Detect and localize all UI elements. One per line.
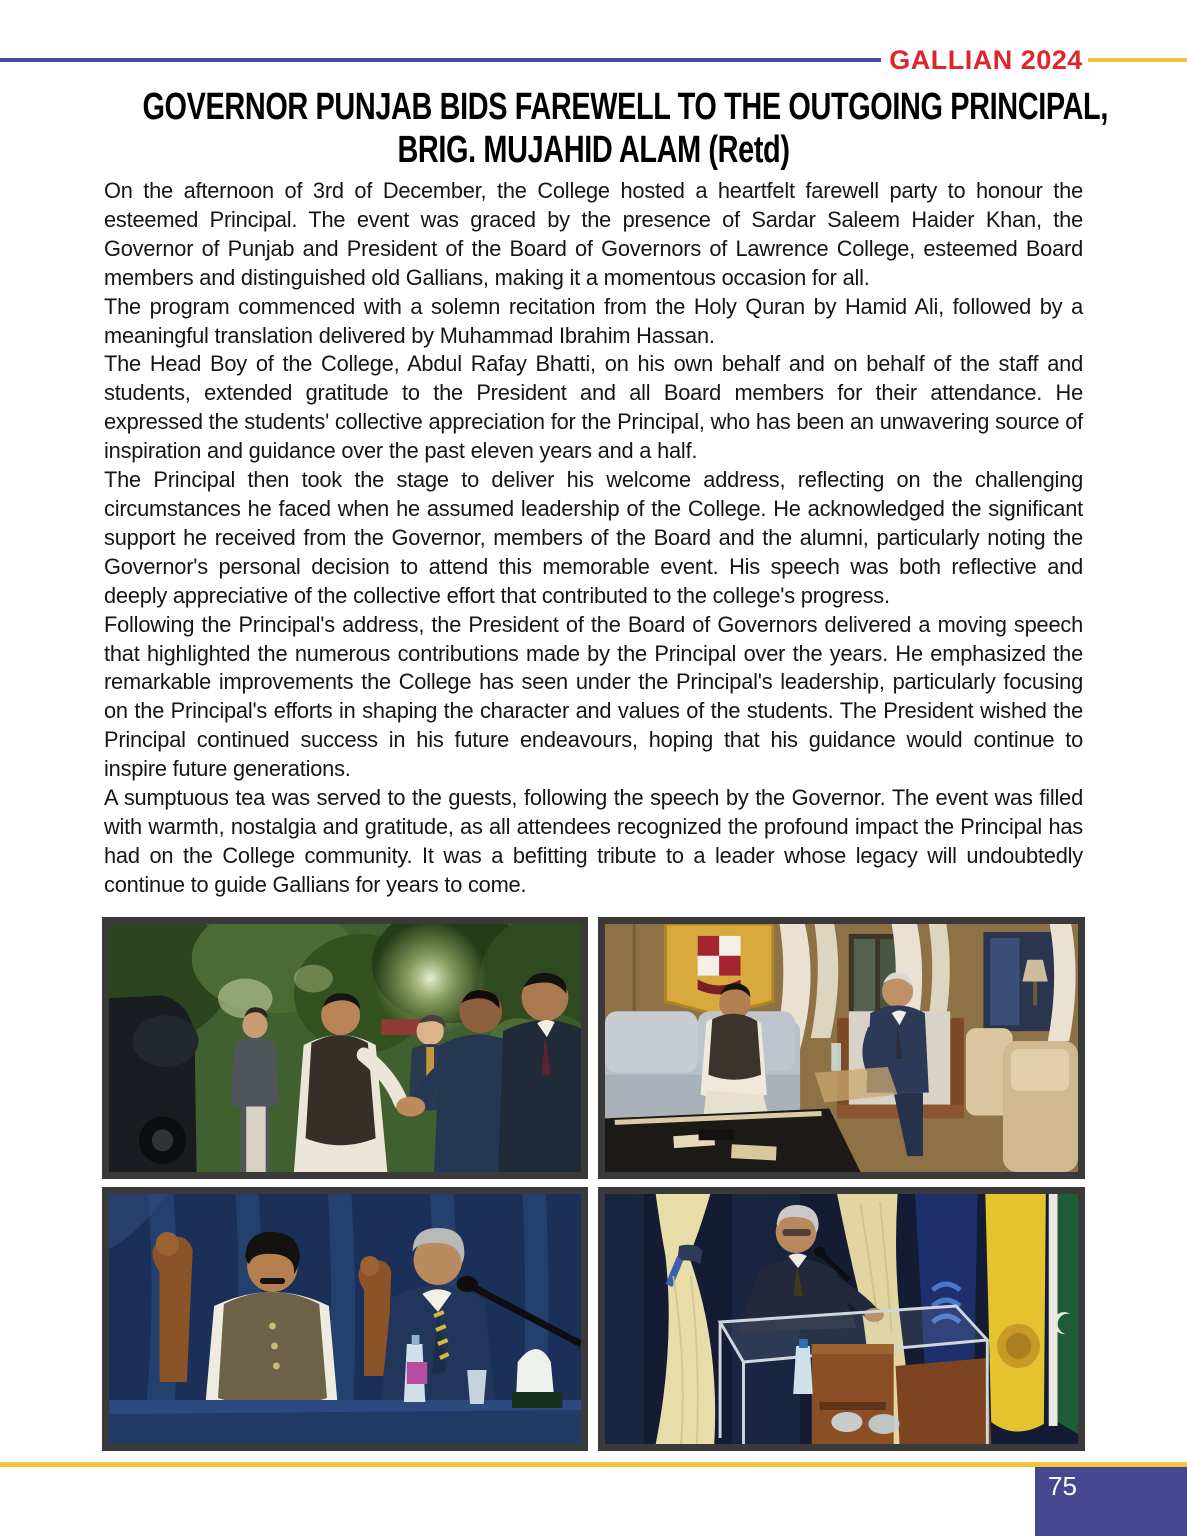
photo-head-table	[102, 1187, 588, 1451]
photo-governor-handshake	[102, 917, 588, 1179]
photo-podium-address	[598, 1187, 1085, 1451]
paragraph-3: The Head Boy of the College, Abdul Rafay Bhatti, on his own behalf and on behalf of the staff and students, extended gratitude to the President and all Board members for their attendance. He expressed the students' collective appreciation for the Principal, who has been an unwavering source of inspiration and guidance over the past eleven years and a half.	[104, 351, 1083, 464]
photo-head-table-illustration	[109, 1194, 581, 1444]
article-title-line-1: GOVERNOR PUNJAB BIDS FAREWELL TO THE OUTGOING PRINCIPAL,	[142, 86, 1108, 128]
paragraph-4: The Principal then took the stage to deliver his welcome address, reflecting on the challenging circumstances he faced when he assumed leadership of the College. He acknowledged the significant support he received from the Governor, members of the Board and the alumni, particularly noting the Governor's personal decision to attend this memorable event. His speech was both reflective and deeply appreciative of the collective effort that contributed to the college's progress.	[104, 467, 1083, 608]
page-number: 75	[1048, 1471, 1077, 1501]
article-body	[104, 177, 1083, 900]
article-title	[142, 86, 1108, 172]
photo-lounge-meeting-illustration	[605, 924, 1078, 1172]
paragraph-6: A sumptuous tea was served to the guests, following the speech by the Governor. The event was filled with warmth, nostalgia and gratitude, as all attendees recognized the profound impact the Principal has had on the College community. It was a befitting tribute to a leader whose legacy will undoubtedly continue to guide Gallians for years to come.	[104, 785, 1083, 897]
header-rule-right	[1088, 58, 1187, 62]
paragraph-2: The program commenced with a solemn recitation from the Holy Quran by Hamid Ali, followed by a meaningful translation delivered by Muhammad Ibrahim Hassan.	[104, 293, 1083, 348]
header-rule-left	[0, 58, 881, 62]
magazine-brand: GALLIAN 2024	[889, 45, 1083, 75]
footer-rule	[0, 1462, 1187, 1467]
photo-lounge-meeting	[598, 917, 1085, 1179]
photo-podium-address-illustration	[605, 1194, 1078, 1444]
photo-governor-handshake-illustration	[109, 924, 581, 1172]
article-title-line-2: BRIG. MUJAHID ALAM (Retd)	[397, 129, 790, 171]
paragraph-5: Following the Principal's address, the President of the Board of Governors delivered a moving speech that highlighted the numerous contributions made by the Principal over the years. He emphasized the remarkable improvements the College has seen under the Principal's leadership, particularly focusing on the Principal's efforts in shaping the character and values of the students. The President wished the Principal continued success in his future endeavours, hoping that his guidance would continue to inspire future generations.	[104, 611, 1083, 782]
paragraph-1: On the afternoon of 3rd of December, the College hosted a heartfelt farewell party to honour the esteemed Principal. The event was graced by the presence of Sardar Saleem Haider Khan, the Governor of Punjab and President of the Board of Governors of Lawrence College, esteemed Board members and distinguished old Gallians, making it a momentous occasion for all.	[104, 178, 1083, 290]
page-number-box	[1035, 1467, 1187, 1536]
